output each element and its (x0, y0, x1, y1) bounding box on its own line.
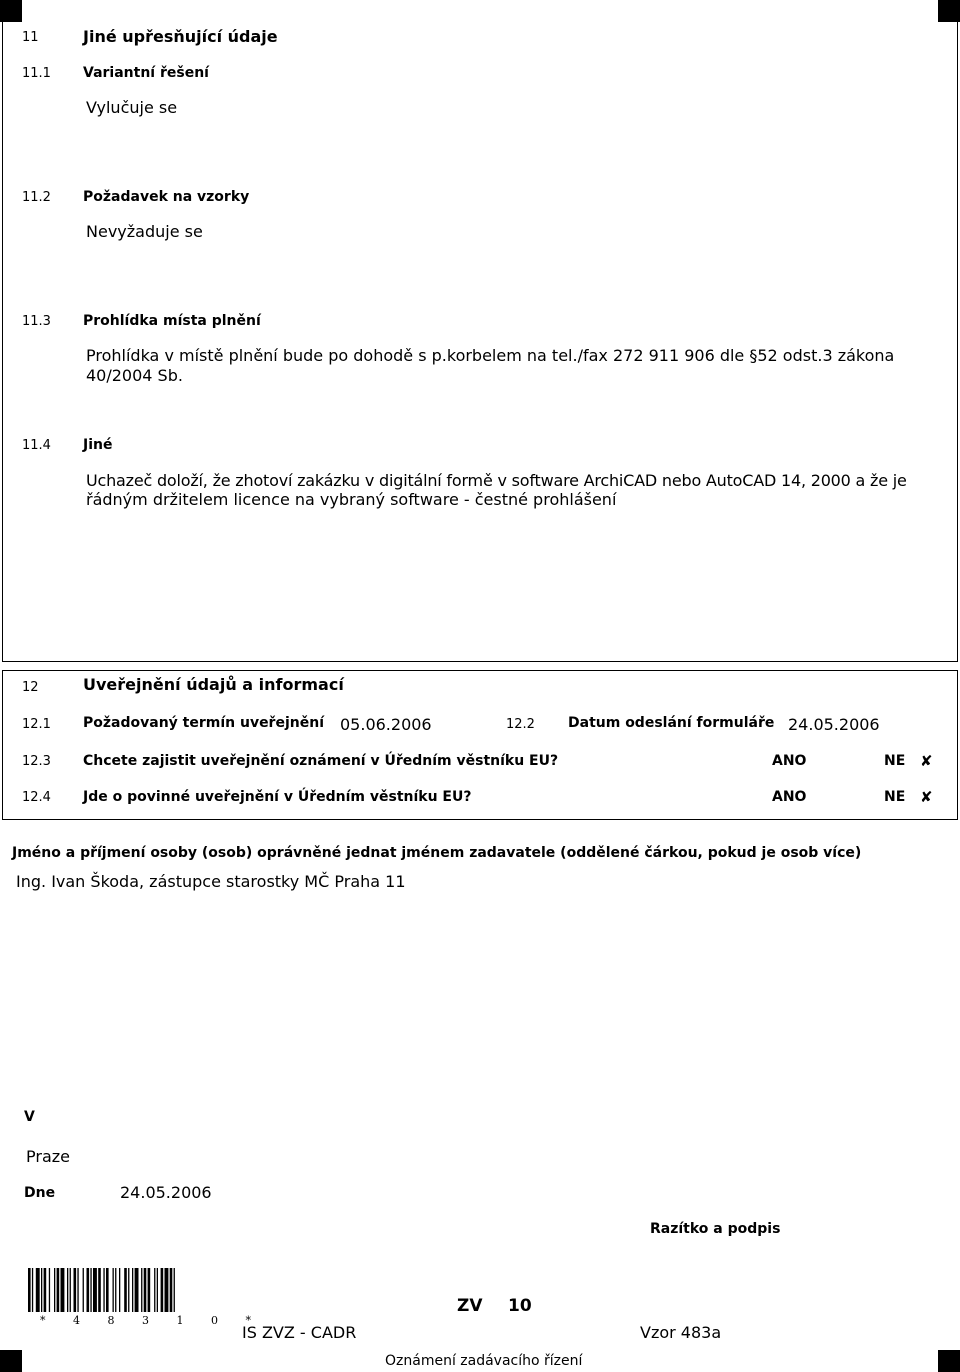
item-12-4-cross-mark-icon: ✘ (920, 788, 933, 806)
item-11-2-number: 11.2 (22, 190, 51, 205)
registration-mark-bottom-right (938, 1350, 960, 1372)
item-11-2-value: Nevyžaduje se (86, 222, 203, 241)
barcode-bar (67, 1268, 68, 1312)
section-11-number: 11 (22, 30, 39, 45)
item-11-3-value-line2: 40/2004 Sb. (86, 366, 183, 385)
item-12-4-number: 12.4 (22, 790, 51, 805)
place-prefix: V (24, 1109, 35, 1125)
item-11-4-title: Jiné (83, 437, 113, 453)
item-12-1-label: Požadovaný termín uveřejnění (83, 715, 324, 731)
item-11-3-value-line1: Prohlídka v místě plnění bude po dohodě s p.korbelem na tel./fax 272 911 906 dle §52 odst.3 zákona (86, 346, 895, 365)
date-value: 24.05.2006 (120, 1183, 212, 1202)
barcode-bar (54, 1268, 55, 1312)
barcode-bar (83, 1268, 84, 1312)
section-11-title: Jiné upřesňující údaje (83, 27, 278, 46)
page-number: 10 (508, 1296, 532, 1316)
barcode-bar (87, 1268, 90, 1312)
item-12-2-number: 12.2 (506, 717, 535, 732)
form-code: ZV (457, 1296, 483, 1316)
barcode-bar (124, 1268, 127, 1312)
item-11-2-title: Požadavek na vzorky (83, 189, 250, 205)
barcode-bar (41, 1268, 42, 1312)
barcode-bar (141, 1268, 142, 1312)
barcode-bar (165, 1268, 169, 1312)
item-12-2-label: Datum odeslání formuláře (568, 715, 775, 731)
barcode-bar (36, 1268, 40, 1312)
barcode-bar (113, 1268, 114, 1312)
barcode-bar (74, 1268, 77, 1312)
item-12-3-no-option[interactable]: NE (884, 753, 906, 769)
barcode-bar (132, 1268, 133, 1312)
item-12-1-number: 12.1 (22, 717, 51, 732)
barcode-bar (161, 1268, 164, 1312)
barcode-bar (106, 1268, 109, 1312)
barcode-bar (157, 1268, 158, 1312)
registration-mark-bottom-left (0, 1350, 22, 1372)
section-12-title: Uveřejnění údajů a informací (83, 675, 344, 694)
section-12-number: 12 (22, 680, 39, 695)
item-12-3-question: Chcete zajistit uveřejnění oznámení v Úředním věstníku EU? (83, 753, 559, 769)
barcode-bar (103, 1268, 104, 1312)
barcode-bar (174, 1268, 175, 1312)
barcode-bar (90, 1268, 91, 1312)
item-12-1-value: 05.06.2006 (340, 715, 432, 734)
barcode-bar (28, 1268, 31, 1312)
item-12-4-question: Jde o povinné uveřejnění v Úředním věstníku EU? (83, 789, 472, 805)
barcode-text: * 4 8 3 1 0 * (40, 1314, 263, 1327)
item-11-4-value-line1: Uchazeč doloží, že zhotoví zakázku v digitální formě v software ArchiCAD nebo AutoCAD 14, 2000 a že je (86, 471, 907, 490)
barcode-bar (148, 1268, 151, 1312)
barcode-bar (32, 1268, 33, 1312)
item-12-4-yes-option[interactable]: ANO (772, 789, 807, 805)
item-12-3-number: 12.3 (22, 754, 51, 769)
system-name: IS ZVZ - CADR (242, 1323, 357, 1342)
barcode-bar (144, 1268, 147, 1312)
barcode-bar (49, 1268, 50, 1312)
item-11-1-title: Variantní řešení (83, 65, 209, 81)
authorized-person-value: Ing. Ivan Škoda, zástupce starostky MČ Praha 11 (16, 872, 406, 891)
item-12-3-cross-mark-icon: ✘ (920, 752, 933, 770)
barcode-bar (135, 1268, 139, 1312)
authorized-person-label: Jméno a příjmení osoby (osob) oprávněné jednat jménem zadavatele (oddělené čárkou, pokud je osob více) (12, 845, 862, 861)
item-11-1-number: 11.1 (22, 66, 51, 81)
item-11-1-value: Vylučuje se (86, 98, 178, 117)
item-12-2-value: 24.05.2006 (788, 715, 880, 734)
barcode-bar (119, 1268, 120, 1312)
item-11-3-title: Prohlídka místa plnění (83, 313, 261, 329)
barcode-bar (44, 1268, 47, 1312)
item-11-4-number: 11.4 (22, 438, 51, 453)
barcode-bar (170, 1268, 173, 1312)
barcode-bar (57, 1268, 60, 1312)
barcode-bar (77, 1268, 78, 1312)
barcode-bar (61, 1268, 65, 1312)
place-value: Praze (26, 1147, 70, 1166)
barcode-bar (115, 1268, 116, 1312)
stamp-signature-label: Razítko a podpis (650, 1221, 781, 1237)
form-template: Vzor 483a (640, 1323, 722, 1342)
document-title: Oznámení zadávacího řízení (385, 1353, 583, 1369)
item-11-3-number: 11.3 (22, 314, 51, 329)
barcode-bar (154, 1268, 155, 1312)
barcode-bar (128, 1268, 129, 1312)
barcode-bar (93, 1268, 97, 1312)
barcode (28, 1268, 214, 1312)
barcode-bar (98, 1268, 101, 1312)
date-label: Dne (24, 1185, 56, 1201)
item-11-4-value-line2: řádným držitelem licence na vybraný software - čestné prohlášení (86, 490, 617, 509)
barcode-bar (70, 1268, 71, 1312)
item-12-4-no-option[interactable]: NE (884, 789, 906, 805)
item-12-3-yes-option[interactable]: ANO (772, 753, 807, 769)
